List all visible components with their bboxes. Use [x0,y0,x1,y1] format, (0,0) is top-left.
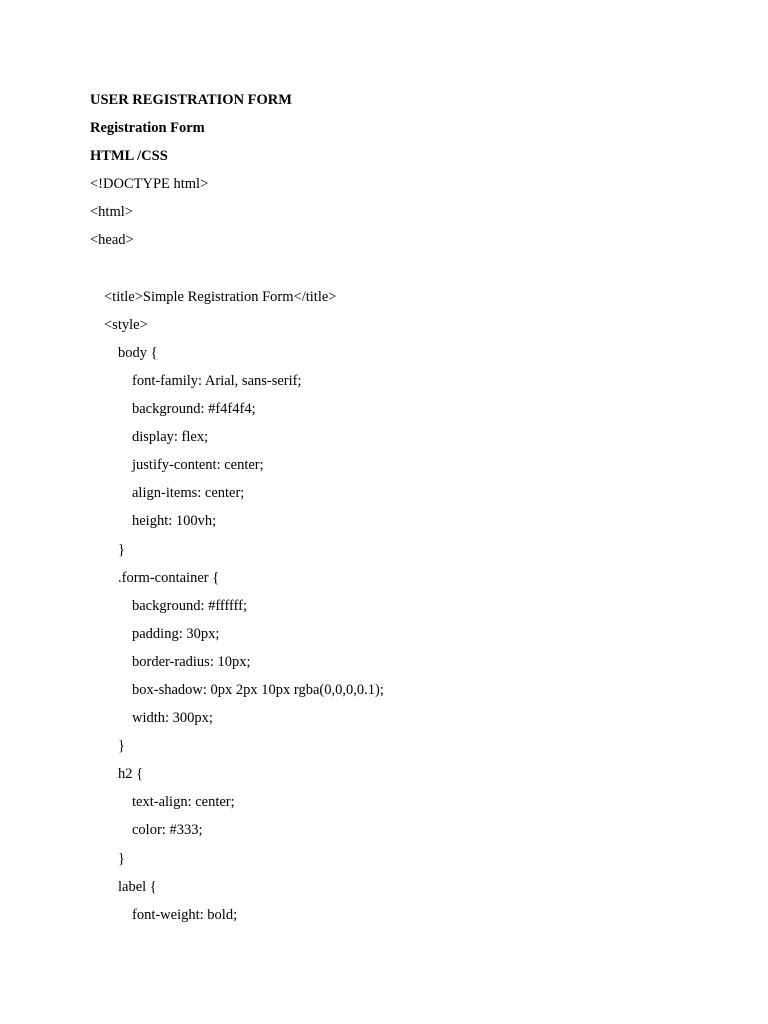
code-line: <title>Simple Registration Form</title> [104,288,337,305]
code-line: text-align: center; [132,794,235,811]
code-line: body { [118,344,158,361]
code-line: background: #f4f4f4; [132,401,256,418]
code-line: font-family: Arial, sans-serif; [132,372,302,389]
code-listing [90,174,710,933]
code-line: color: #333; [132,822,203,839]
code-line: box-shadow: 0px 2px 10px rgba(0,0,0,0.1); [132,681,384,698]
code-line: display: flex; [132,429,209,446]
document-subheading: Registration Form [90,120,205,137]
code-line: } [118,738,125,755]
code-line: justify-content: center; [132,457,264,474]
code-line: <head> [90,232,134,249]
code-line: .form-container { [118,569,220,586]
code-line: <!DOCTYPE html> [90,176,209,193]
document-heading: USER REGISTRATION FORM [90,92,292,108]
code-line: height: 100vh; [132,513,217,530]
code-line: border-radius: 10px; [132,653,251,670]
code-line: } [118,541,125,558]
code-line: <style> [104,316,148,333]
code-line: align-items: center; [132,485,245,502]
code-line: <html> [90,204,133,221]
code-line [90,259,710,287]
code-line: padding: 30px; [132,625,220,642]
code-line: background: #ffffff; [132,597,248,614]
code-line: } [118,850,125,867]
tech-label: HTML /CSS [90,148,168,165]
document-body [90,90,710,933]
code-line: width: 300px; [132,710,213,727]
code-line: h2 { [118,766,144,783]
code-line: label { [118,878,157,895]
code-line: font-weight: bold; [132,906,238,923]
